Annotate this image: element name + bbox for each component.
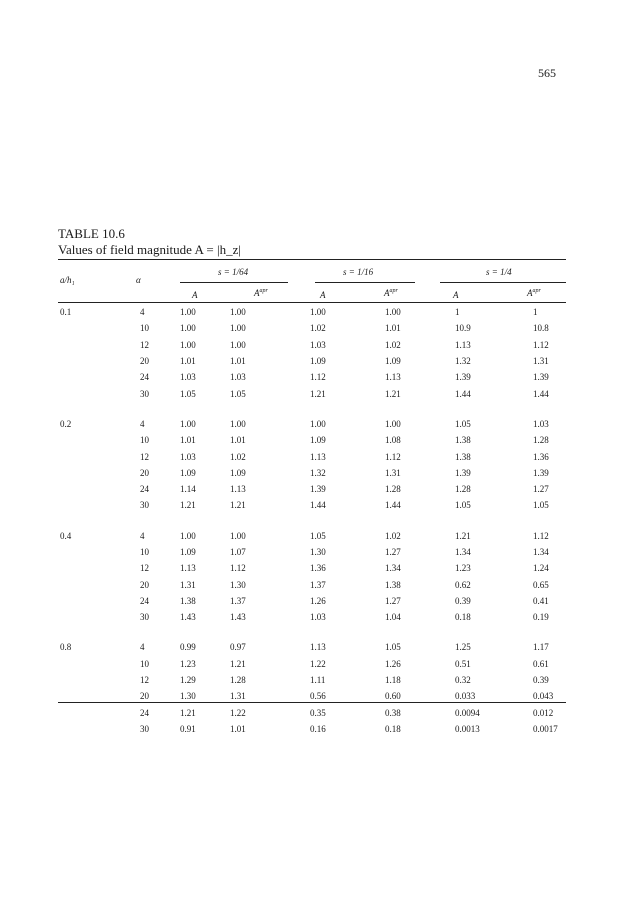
value-cell: 1.03 [180, 451, 196, 462]
value-cell: 1.00 [310, 307, 326, 318]
value-cell: 1.22 [230, 707, 246, 718]
value-cell: 1.13 [385, 372, 401, 383]
table-row [60, 672, 563, 688]
value-cell: 1.05 [180, 388, 196, 399]
group-spacer [60, 514, 563, 528]
row-group-label [60, 544, 140, 560]
value-cell: 1.38 [385, 579, 401, 590]
page-number: 565 [538, 66, 556, 80]
value-cell: 1.00 [230, 323, 246, 334]
value-cell: 0.62 [455, 579, 471, 590]
value-cell: 1.12 [385, 451, 401, 462]
alpha-cell: 10 [140, 323, 149, 334]
value-cell: 1.27 [385, 595, 401, 606]
row-group-label [60, 448, 140, 464]
table-row [60, 304, 563, 320]
value-cell: 1.21 [230, 658, 246, 669]
row-group-label [60, 609, 140, 625]
data-table [60, 304, 563, 737]
table-row [60, 385, 563, 401]
alpha-cell: 30 [140, 723, 149, 734]
value-cell: 1.12 [310, 372, 326, 383]
value-cell: 1.03 [310, 612, 326, 623]
value-cell: 0.32 [455, 675, 471, 686]
value-cell: 0.18 [455, 612, 471, 623]
alpha-cell: 4 [140, 307, 145, 318]
table-row [60, 593, 563, 609]
value-cell: 1.31 [385, 467, 401, 478]
value-cell: 1.13 [310, 642, 326, 653]
table-row [60, 369, 563, 385]
value-cell: 1.00 [310, 418, 326, 429]
row-group-label [60, 560, 140, 576]
value-cell: 1.09 [385, 356, 401, 367]
value-cell: 0.033 [455, 691, 476, 702]
table-row [60, 465, 563, 481]
row-group-label [60, 497, 140, 513]
subheader-apr-base: A [254, 288, 260, 298]
value-cell: 0.0017 [533, 723, 558, 734]
value-cell: 1.22 [310, 658, 326, 669]
value-cell: 1.30 [180, 691, 196, 702]
alpha-cell: 10 [140, 658, 149, 669]
value-cell: 1.28 [533, 435, 549, 446]
value-cell: 1.29 [180, 675, 196, 686]
group-spacer-cell [60, 402, 563, 416]
row-group-label [60, 672, 140, 688]
value-cell: 0.38 [385, 707, 401, 718]
group-spacer-cell [60, 625, 563, 639]
value-cell: 10.8 [533, 323, 549, 334]
value-cell: 0.56 [310, 691, 326, 702]
subheader-apr-base: A [527, 288, 533, 298]
value-cell: 1.24 [533, 563, 549, 574]
value-cell: 1.08 [385, 435, 401, 446]
value-cell: 0.0094 [455, 707, 480, 718]
value-cell: 1.31 [533, 356, 549, 367]
value-cell: 0.0013 [455, 723, 480, 734]
alpha-cell: 12 [140, 451, 149, 462]
alpha-cell: 20 [140, 579, 149, 590]
table-label: TABLE 10.6 [58, 226, 125, 241]
table-row [60, 705, 563, 721]
row-group-label: 0.1 [60, 307, 72, 318]
top-rule [58, 259, 566, 260]
row-group-label [60, 688, 140, 704]
alpha-cell: 30 [140, 612, 149, 623]
value-cell: 1.09 [230, 467, 246, 478]
value-cell: 1.02 [385, 339, 401, 350]
value-cell: 1.44 [533, 388, 549, 399]
table-row [60, 497, 563, 513]
alpha-cell: 4 [140, 418, 145, 429]
value-cell: 1.12 [533, 530, 549, 541]
row-group-label [60, 656, 140, 672]
row-group-label [60, 721, 140, 737]
value-cell: 1.37 [310, 579, 326, 590]
value-cell: 1.44 [310, 500, 326, 511]
value-cell: 1.28 [455, 484, 471, 495]
table-row [60, 337, 563, 353]
alpha-cell: 12 [140, 339, 149, 350]
value-cell: 1.39 [455, 467, 471, 478]
value-cell: 0.51 [455, 658, 471, 669]
alpha-cell: 4 [140, 530, 145, 541]
value-cell: 1.34 [533, 547, 549, 557]
group-rule-s64 [180, 282, 288, 283]
group-spacer-cell [60, 514, 563, 528]
value-cell: 1.13 [455, 339, 471, 350]
value-cell: 1.17 [533, 642, 549, 653]
table-row [60, 639, 563, 655]
value-cell: 1.00 [230, 530, 246, 541]
value-cell: 1.04 [385, 612, 401, 623]
value-cell: 1.00 [230, 339, 246, 350]
table-row [60, 544, 563, 560]
value-cell: 1.09 [180, 467, 196, 478]
value-cell: 1.21 [180, 707, 196, 718]
table-row [60, 528, 563, 544]
value-cell: 1.03 [310, 339, 326, 350]
value-cell: 1.02 [230, 451, 246, 462]
value-cell: 1 [455, 307, 460, 318]
alpha-cell: 24 [140, 595, 149, 606]
subheader-a-s4: A [453, 290, 459, 300]
value-cell: 1.00 [180, 530, 196, 541]
value-cell: 1.34 [455, 547, 471, 557]
value-cell: 1.38 [180, 595, 196, 606]
group-rule-s16 [315, 282, 415, 283]
alpha-cell: 10 [140, 435, 149, 446]
value-cell: 1.01 [230, 435, 246, 446]
table-body [60, 304, 563, 737]
alpha-cell: 24 [140, 484, 149, 495]
value-cell: 1.27 [533, 484, 549, 495]
value-cell: 0.39 [455, 595, 471, 606]
value-cell: 1.43 [230, 612, 246, 623]
table-row [60, 320, 563, 336]
value-cell: 1.38 [455, 435, 471, 446]
value-cell: 1.00 [180, 339, 196, 350]
value-cell: 1.21 [455, 530, 471, 541]
value-cell: 1.00 [385, 418, 401, 429]
value-cell: 1.38 [455, 451, 471, 462]
alpha-cell: 20 [140, 356, 149, 367]
subheader-apr-s64 [254, 288, 268, 298]
subheader-a-s64: A [192, 290, 198, 300]
value-cell: 1.05 [455, 418, 471, 429]
value-cell: 0.65 [533, 579, 549, 590]
value-cell: 1.36 [310, 563, 326, 574]
value-cell: 1.05 [385, 642, 401, 653]
value-cell: 1.09 [180, 547, 196, 557]
value-cell: 1.43 [180, 612, 196, 623]
value-cell: 1.18 [385, 675, 401, 686]
alpha-cell: 20 [140, 691, 149, 702]
value-cell: 1.03 [230, 372, 246, 383]
table-title: Values of field magnitude A = |h_z| [58, 242, 241, 257]
row-group-label [60, 481, 140, 497]
row-group-label: 0.2 [60, 418, 72, 429]
value-cell: 1.13 [230, 484, 246, 495]
alpha-cell: 10 [140, 547, 149, 557]
value-cell: 1.05 [455, 500, 471, 511]
value-cell: 1.02 [385, 530, 401, 541]
table-row [60, 481, 563, 497]
value-cell: 1.03 [180, 372, 196, 383]
row-group-label [60, 353, 140, 369]
value-cell: 1.12 [230, 563, 246, 574]
value-cell: 1.44 [455, 388, 471, 399]
value-cell: 1.28 [385, 484, 401, 495]
group-spacer [60, 402, 563, 416]
subheader-apr-sup: apr [532, 288, 541, 294]
alpha-cell: 12 [140, 563, 149, 574]
value-cell: 1.05 [230, 388, 246, 399]
subheader-apr-s4 [527, 288, 541, 298]
value-cell: 1.39 [310, 484, 326, 495]
value-cell: 1.01 [385, 323, 401, 334]
value-cell: 1 [533, 307, 538, 318]
value-cell: 1.25 [455, 642, 471, 653]
table-row [60, 721, 563, 737]
value-cell: 1.12 [533, 339, 549, 350]
row-group-label [60, 337, 140, 353]
value-cell: 1.00 [230, 307, 246, 318]
group-rule-s4 [440, 282, 566, 283]
value-cell: 1.00 [180, 323, 196, 334]
value-cell: 0.35 [310, 707, 326, 718]
row-group-label [60, 385, 140, 401]
row-group-label [60, 593, 140, 609]
value-cell: 1.21 [230, 500, 246, 511]
value-cell: 1.21 [385, 388, 401, 399]
alpha-cell: 30 [140, 500, 149, 511]
row-group-label [60, 705, 140, 721]
header-group-s4: s = 1/4 [486, 267, 512, 277]
table-row [60, 416, 563, 432]
value-cell: 1.37 [230, 595, 246, 606]
row-group-label [60, 320, 140, 336]
value-cell: 1.30 [310, 547, 326, 557]
value-cell: 0.18 [385, 723, 401, 734]
subheader-a-s16: A [320, 290, 326, 300]
value-cell: 1.05 [310, 530, 326, 541]
value-cell: 10.9 [455, 323, 471, 334]
table-row [60, 609, 563, 625]
header-alpha: α [136, 275, 141, 285]
value-cell: 1.03 [533, 418, 549, 429]
row-group-label: 0.4 [60, 530, 72, 541]
value-cell: 1.36 [533, 451, 549, 462]
subheader-apr-s16 [384, 288, 398, 298]
value-cell: 1.09 [310, 435, 326, 446]
value-cell: 1.13 [180, 563, 196, 574]
value-cell: 1.00 [180, 307, 196, 318]
value-cell: 1.02 [310, 323, 326, 334]
subheader-apr-sup: apr [389, 288, 398, 294]
value-cell: 1.26 [310, 595, 326, 606]
table-row [60, 576, 563, 592]
value-cell: 1.07 [230, 547, 246, 557]
header-row-label: a/h₁ [60, 275, 75, 285]
value-cell: 0.41 [533, 595, 549, 606]
value-cell: 1.13 [310, 451, 326, 462]
value-cell: 1.39 [533, 372, 549, 383]
table-caption [58, 226, 241, 258]
value-cell: 1.01 [180, 435, 196, 446]
value-cell: 0.99 [180, 642, 196, 653]
value-cell: 0.97 [230, 642, 246, 653]
row-group-label [60, 576, 140, 592]
value-cell: 1.05 [533, 500, 549, 511]
value-cell: 1.00 [230, 418, 246, 429]
value-cell: 1.32 [455, 356, 471, 367]
subheader-apr-base: A [384, 288, 390, 298]
table-row [60, 448, 563, 464]
value-cell: 1.30 [230, 579, 246, 590]
row-group-label: 0.8 [60, 642, 72, 653]
value-cell: 0.39 [533, 675, 549, 686]
value-cell: 1.44 [385, 500, 401, 511]
value-cell: 1.32 [310, 467, 326, 478]
value-cell: 0.16 [310, 723, 326, 734]
value-cell: 0.012 [533, 707, 554, 718]
table-row [60, 560, 563, 576]
alpha-cell: 20 [140, 467, 149, 478]
value-cell: 1.21 [180, 500, 196, 511]
table-row [60, 432, 563, 448]
group-spacer [60, 625, 563, 639]
value-cell: 0.043 [533, 691, 554, 702]
header-group-s64: s = 1/64 [218, 267, 249, 277]
value-cell: 1.28 [230, 675, 246, 686]
value-cell: 1.23 [455, 563, 471, 574]
row-group-label [60, 432, 140, 448]
alpha-cell: 12 [140, 675, 149, 686]
alpha-cell: 30 [140, 388, 149, 399]
value-cell: 1.11 [310, 675, 326, 686]
alpha-cell: 24 [140, 372, 149, 383]
value-cell: 1.31 [180, 579, 196, 590]
table-row [60, 656, 563, 672]
row-group-label [60, 369, 140, 385]
value-cell: 0.91 [180, 723, 196, 734]
alpha-cell: 4 [140, 642, 145, 653]
value-cell: 1.01 [230, 356, 246, 367]
value-cell: 1.14 [180, 484, 196, 495]
value-cell: 1.39 [455, 372, 471, 383]
value-cell: 1.00 [385, 307, 401, 318]
table-row [60, 353, 563, 369]
value-cell: 0.60 [385, 691, 401, 702]
value-cell: 1.01 [230, 723, 246, 734]
value-cell: 1.39 [533, 467, 549, 478]
value-cell: 1.00 [180, 418, 196, 429]
alpha-cell: 24 [140, 707, 149, 718]
table-row [60, 688, 563, 704]
header-group-s16: s = 1/16 [343, 267, 374, 277]
value-cell: 1.27 [385, 547, 401, 557]
subheader-apr-sup: apr [259, 288, 268, 294]
row-group-label [60, 465, 140, 481]
value-cell: 1.21 [310, 388, 326, 399]
value-cell: 1.09 [310, 356, 326, 367]
value-cell: 1.34 [385, 563, 401, 574]
value-cell: 1.31 [230, 691, 246, 702]
value-cell: 0.61 [533, 658, 549, 669]
value-cell: 0.19 [533, 612, 549, 623]
header-bottom-rule [58, 302, 566, 303]
value-cell: 1.26 [385, 658, 401, 669]
value-cell: 1.01 [180, 356, 196, 367]
value-cell: 1.23 [180, 658, 196, 669]
